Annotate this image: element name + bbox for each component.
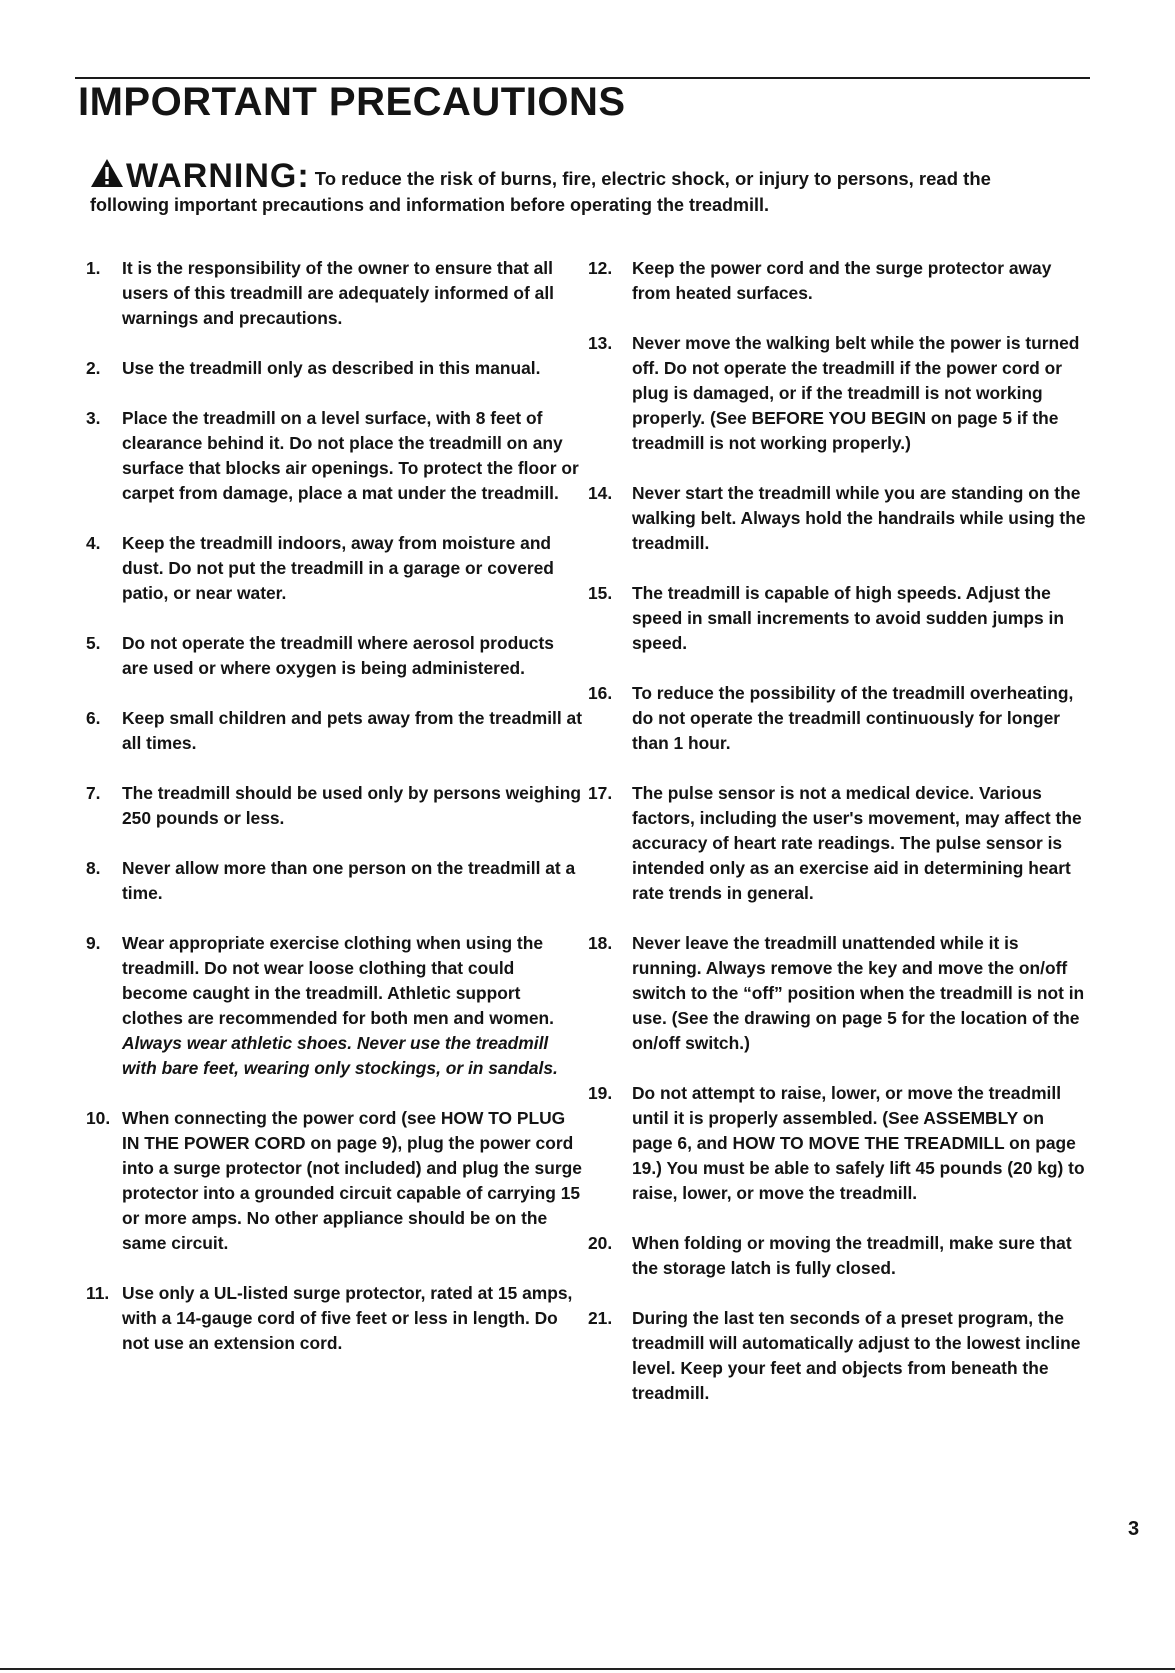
warning-label: WARNING:	[126, 157, 310, 195]
precaution-item-20	[588, 1231, 1086, 1281]
precaution-item-3	[86, 406, 584, 506]
item-number: 20.	[588, 1233, 613, 1253]
item-number: 3.	[86, 408, 101, 428]
item-text: The treadmill is capable of high speeds. Adjust the speed in small increments to avoid sudden jumps in speed.	[632, 583, 1064, 653]
precaution-item-21	[588, 1306, 1086, 1406]
bottom-rule	[0, 1668, 1175, 1670]
item-text-wrapper	[122, 931, 584, 1081]
precaution-item-11	[86, 1281, 584, 1356]
precaution-item-2	[86, 356, 584, 381]
item-text: Place the treadmill on a level surface, with 8 feet of clearance behind it. Do not place the treadmill on any surface that blocks air openings. To protect the floor or carpet from damage, place a mat under the treadmill.	[122, 408, 579, 503]
item-text: Keep small children and pets away from the treadmill at all times.	[122, 708, 583, 753]
item-text: To reduce the possibility of the treadmill overheating, do not operate the treadmill continuously for longer than 1 hour.	[632, 683, 1074, 753]
item-text: When connecting the power cord (see HOW TO PLUG IN THE POWER CORD on page 9), plug the power cord into a surge protector (not included) and plug the surge protector into a grounded circuit capable of carrying 15 or more amps. No other appliance should be on the same circuit.	[122, 1108, 582, 1253]
item-text: The treadmill should be used only by persons weighing 250 pounds or less.	[122, 783, 581, 828]
item-number: 15.	[588, 583, 613, 603]
precaution-item-9	[86, 931, 584, 1081]
page-title: IMPORTANT PRECAUTIONS	[78, 80, 626, 124]
warning-block	[90, 158, 1090, 218]
page-number: 3	[1128, 1518, 1140, 1540]
precaution-item-13	[588, 331, 1086, 456]
precautions-right-column	[588, 256, 1086, 1431]
item-number: 13.	[588, 333, 613, 353]
item-text: It is the responsibility of the owner to ensure that all users of this treadmill are adequately informed of all warnings and precautions.	[122, 258, 554, 328]
item-text: Do not attempt to raise, lower, or move the treadmill until it is properly assembled. (See ASSEMBLY on page 6, and HOW TO MOVE THE TREADMILL on page 19.) You must be able to safely lift 45 pounds (20 kg) to raise, lower, or move the treadmill.	[632, 1083, 1085, 1203]
item-text: Use only a UL-listed surge protector, rated at 15 amps, with a 14-gauge cord of five feet or less in length. Do not use an extension cord.	[122, 1283, 573, 1353]
item-number: 21.	[588, 1308, 613, 1328]
item-number: 2.	[86, 358, 101, 378]
item-number: 9.	[86, 933, 101, 953]
precaution-item-18	[588, 931, 1086, 1056]
precaution-item-17	[588, 781, 1086, 906]
item-number: 8.	[86, 858, 101, 878]
item-text: Keep the power cord and the surge protector away from heated surfaces.	[632, 258, 1052, 303]
item-text: Wear appropriate exercise clothing when using the treadmill. Do not wear loose clothing that could become caught in the treadmill. Athletic support clothes are recommended for both men and women.	[122, 933, 554, 1028]
item-number: 19.	[588, 1083, 613, 1103]
item-text: The pulse sensor is not a medical device. Various factors, including the user's movement, may affect the accuracy of heart rate readings. The pulse sensor is intended only as an exercise aid in determining heart rate trends in general.	[632, 783, 1082, 903]
precautions-left-column	[86, 256, 584, 1381]
item-number: 6.	[86, 708, 101, 728]
item-text: Do not operate the treadmill where aerosol products are used or where oxygen is being administered.	[122, 633, 554, 678]
precaution-item-4	[86, 531, 584, 606]
item-text-italic: Always wear athletic shoes. Never use the treadmill with bare feet, wearing only stockings, or in sandals.	[122, 1033, 558, 1078]
item-number: 11.	[86, 1283, 110, 1303]
precaution-item-16	[588, 681, 1086, 756]
item-number: 12.	[588, 258, 613, 278]
warning-line-1	[90, 157, 1090, 195]
precaution-item-15	[588, 581, 1086, 656]
item-number: 10.	[86, 1108, 111, 1128]
item-text: When folding or moving the treadmill, make sure that the storage latch is fully closed.	[632, 1233, 1072, 1278]
precaution-item-14	[588, 481, 1086, 556]
precaution-item-19	[588, 1081, 1086, 1206]
item-number: 16.	[588, 683, 613, 703]
item-number: 5.	[86, 633, 101, 653]
item-text: Never move the walking belt while the power is turned off. Do not operate the treadmill if the power cord or plug is damaged, or if the treadmill is not working properly. (See BEFORE YOU BEGIN on page 5 if the treadmill is not working properly.)	[632, 333, 1080, 453]
item-number: 18.	[588, 933, 613, 953]
warning-text-line1: To reduce the risk of burns, fire, electric shock, or injury to persons, read the	[309, 168, 991, 189]
item-text: Never allow more than one person on the treadmill at a time.	[122, 858, 576, 903]
precaution-item-7	[86, 781, 584, 831]
item-number: 17.	[588, 783, 613, 803]
item-text: Use the treadmill only as described in this manual.	[122, 358, 541, 378]
precaution-item-12	[588, 256, 1086, 306]
precaution-item-10	[86, 1106, 584, 1256]
warning-text-line2: following important precautions and information before operating the treadmill.	[90, 195, 770, 215]
item-number: 4.	[86, 533, 101, 553]
item-text: Never start the treadmill while you are standing on the walking belt. Always hold the handrails while using the treadmill.	[632, 483, 1086, 553]
item-number: 1.	[86, 258, 101, 278]
precaution-item-8	[86, 856, 584, 906]
item-number: 7.	[86, 783, 101, 803]
item-text: During the last ten seconds of a preset program, the treadmill will automatically adjust to the lowest incline level. Keep your feet and objects from beneath the treadmill.	[632, 1308, 1081, 1403]
precaution-item-1	[86, 256, 584, 331]
item-text: Keep the treadmill indoors, away from moisture and dust. Do not put the treadmill in a garage or covered patio, or near water.	[122, 533, 554, 603]
item-text: Never leave the treadmill unattended while it is running. Always remove the key and move the on/off switch to the “off” position when the treadmill is not in use. (See the drawing on page 5 for the location of the on/off switch.)	[632, 933, 1085, 1053]
item-number: 14.	[588, 483, 613, 503]
warning-triangle-icon	[90, 158, 124, 188]
precaution-item-5	[86, 631, 584, 681]
precaution-item-6	[86, 706, 584, 756]
